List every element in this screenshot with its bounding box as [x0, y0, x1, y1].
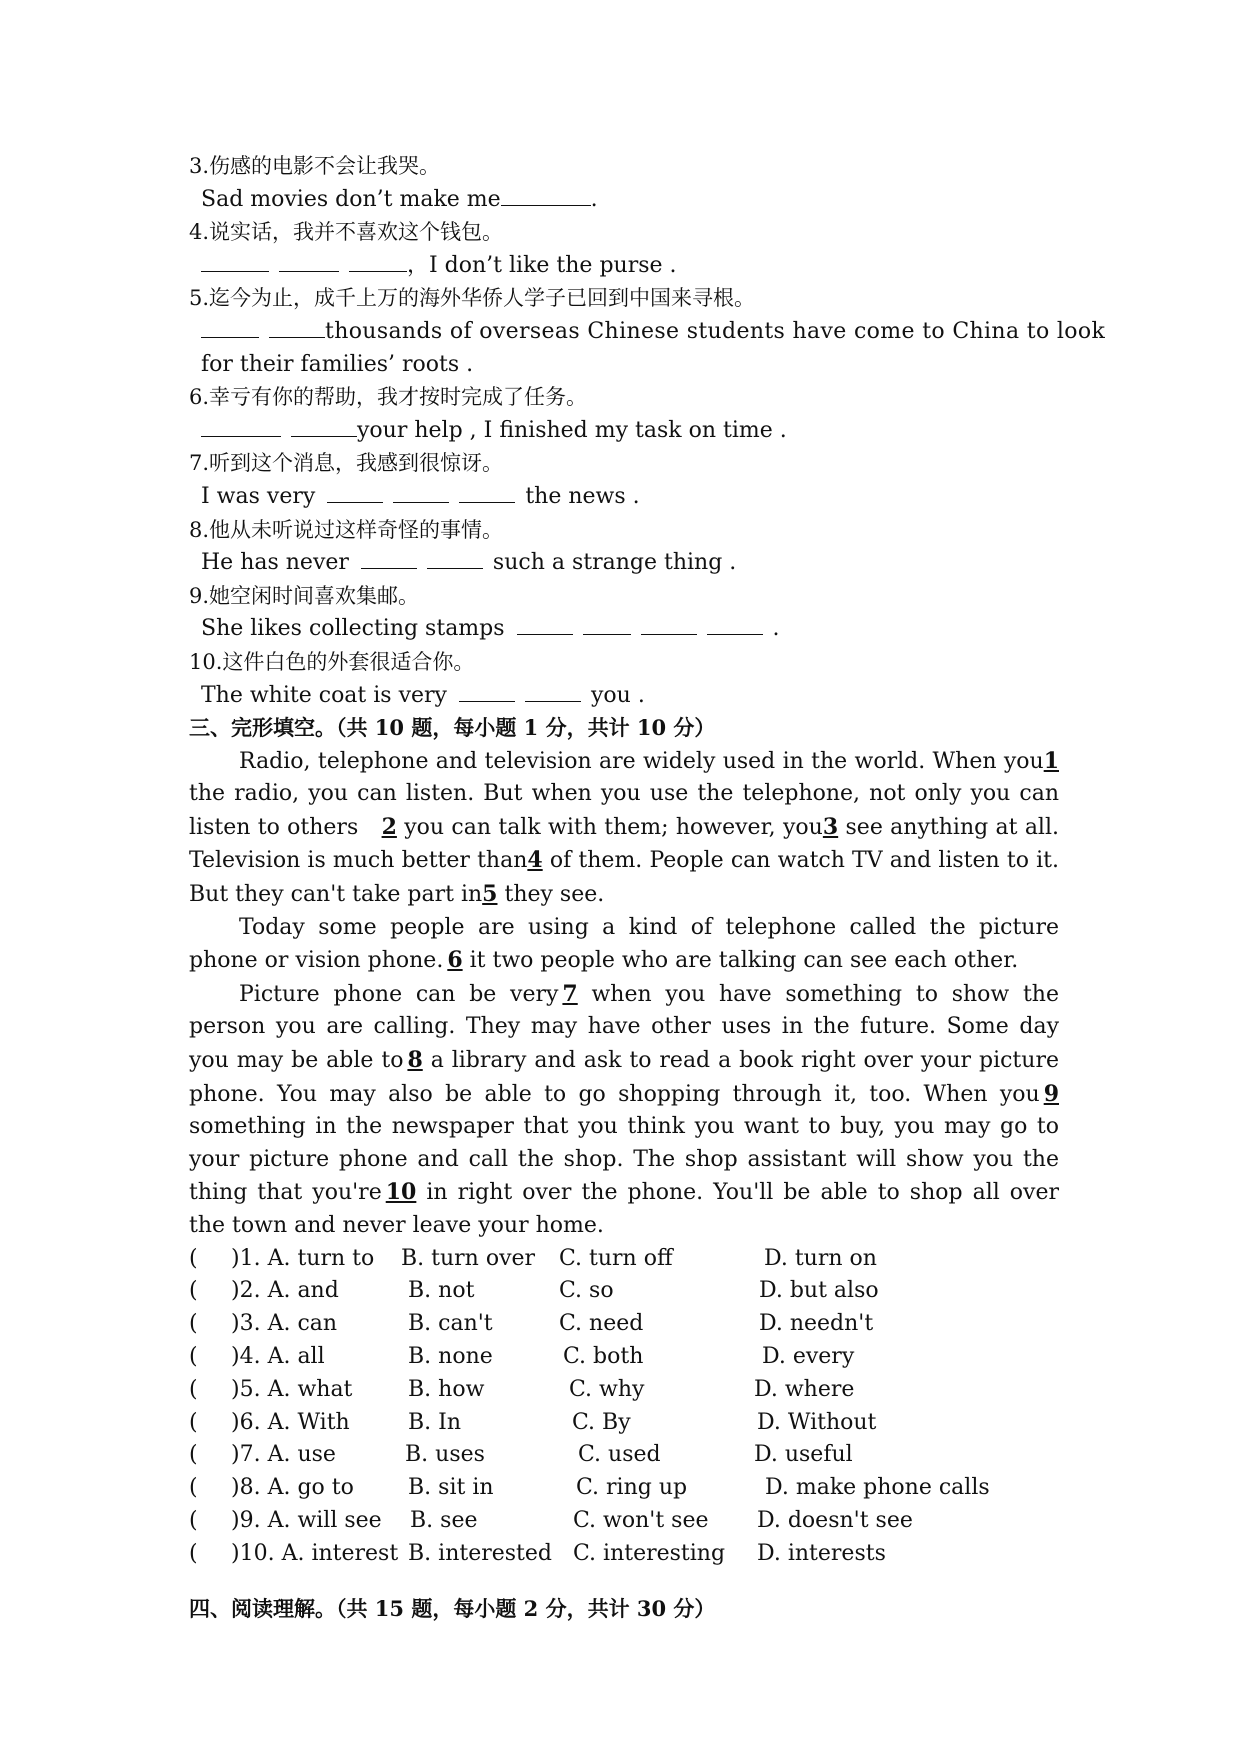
section-3-heading: 三、完形填空。（共 10 题，每小题 1 分，共计 10 分） — [189, 715, 716, 741]
answer-blank[interactable] — [707, 612, 763, 635]
translation-section — [189, 150, 1106, 712]
item-10-cn: 10.这件白色的外套很适合你。 — [189, 649, 475, 674]
answer-blank[interactable] — [201, 315, 259, 338]
spacer — [189, 1571, 1059, 1593]
item-4-en: ，I don’t like the purse . — [189, 249, 1059, 283]
item-7-cn: 7.听到这个消息，我感到很惊讶。 — [189, 451, 504, 476]
option-row-4: ( )4. A. all B. none C. both D. every — [189, 1343, 855, 1369]
answer-blank[interactable] — [459, 480, 515, 503]
option-row-5: ( )5. A. what B. how C. why D. where — [189, 1376, 855, 1402]
answer-blank[interactable] — [269, 315, 325, 338]
item-5-en: thousands of overseas Chinese students have come to China to look — [189, 315, 1059, 349]
item-5-en-cont: for their families’ roots . — [201, 351, 474, 377]
option-row-8: ( )8. A. go to B. sit in C. ring up D. make phone calls — [189, 1475, 990, 1501]
answer-blank[interactable] — [279, 249, 339, 272]
answer-blank[interactable] — [459, 679, 515, 702]
answer-blank[interactable] — [349, 249, 407, 272]
answer-blank[interactable] — [327, 480, 383, 503]
answer-blank[interactable] — [517, 612, 573, 635]
answer-blank[interactable] — [427, 546, 483, 569]
option-row-3: ( )3. A. can B. can't C. need D. needn't — [189, 1311, 874, 1337]
cloze-number: 6 — [447, 947, 463, 974]
item-5-cn: 5.迄今为止，成千上万的海外华侨人学子已回到中国来寻根。 — [189, 286, 756, 311]
item-9-cn: 9.她空闲时间喜欢集邮。 — [189, 583, 420, 608]
cloze-number: 9 — [1043, 1080, 1059, 1107]
option-row-6: ( )6. A. With B. In C. By D. Without — [189, 1409, 877, 1435]
item-8-cn: 8.他从未听说过这样奇怪的事情。 — [189, 517, 504, 542]
cloze-paragraph-3: Picture phone can be very 7 when you have something to show the person you are calling. They may have other uses in the future. Some day you may be able to 8 a library and ask to read a book right over your picture phone. You may also be able to go shopping through it, too. When you 9 something in the newspaper that you think you want to buy, you may go to your picture phone and call the shop. The shop assistant will show you the thing that you're 10 in right over the phone. You'll be able to shop all over the town and never leave your home. — [189, 980, 1059, 1238]
answer-blank[interactable] — [201, 414, 281, 437]
answer-blank[interactable] — [641, 612, 697, 635]
cloze-number: 7 — [562, 980, 578, 1007]
answer-blank[interactable] — [291, 414, 357, 437]
item-7-en: I was very the news . — [189, 480, 1059, 514]
cloze-options — [189, 1243, 1059, 1571]
item-8-en: He has never such a strange thing . — [189, 546, 1059, 580]
answer-blank[interactable] — [583, 612, 631, 635]
answer-blank[interactable] — [361, 546, 417, 569]
answer-blank[interactable] — [201, 249, 269, 272]
cloze-number: 1 — [1043, 747, 1059, 774]
item-4-cn: 4.说实话，我并不喜欢这个钱包。 — [189, 220, 504, 245]
item-10-en: The white coat is very you . — [189, 679, 1059, 713]
item-3-cn: 3.伤感的电影不会让我哭。 — [189, 154, 441, 178]
section-4-heading: 四、阅读理解。（共 15 题，每小题 2 分，共计 30 分） — [189, 1595, 716, 1621]
cloze-paragraph-2: Today some people are using a kind of telephone called the picture phone or vision phone. 6 it two people who are talking can see each other. — [189, 914, 1059, 974]
item-9-en: She likes collecting stamps . — [189, 612, 1059, 646]
answer-blank[interactable] — [393, 480, 449, 503]
cloze-number: 10 — [385, 1179, 417, 1206]
answer-blank[interactable] — [525, 679, 581, 702]
cloze-number: 5 — [482, 881, 498, 908]
option-row-10: ( )10. A. interest B. interested C. interesting D. interests — [189, 1540, 886, 1566]
option-row-9: ( )9. A. will see B. see C. won't see D. doesn't see — [189, 1507, 913, 1533]
cloze-paragraph-1: Radio, telephone and television are widely used in the world. When you1 the radio, you can listen. But when you use the telephone, not only you can listen to others 2 you can talk with them; however, you3 see anything at all. Television is much better than4 of them. People can watch TV and listen to it. But they can't take part in5 they see. — [189, 747, 1060, 908]
item-6-cn: 6.幸亏有你的帮助，我才按时完成了任务。 — [189, 385, 588, 410]
item-6-en: your help , I finished my task on time . — [189, 414, 1059, 448]
cloze-number: 3 — [822, 813, 839, 840]
exam-page — [189, 150, 1106, 1625]
cloze-number: 2 — [381, 813, 397, 840]
answer-blank[interactable] — [501, 183, 591, 206]
option-row-7: ( )7. A. use B. uses C. used D. useful — [189, 1442, 853, 1468]
cloze-number: 4 — [527, 847, 543, 874]
option-row-1: ( )1. A. turn to B. turn over C. turn off D. turn on — [189, 1245, 877, 1271]
cloze-number: 8 — [407, 1047, 423, 1074]
item-3-en: Sad movies don’t make me . — [189, 183, 1059, 217]
option-row-2: ( )2. A. and B. not C. so D. but also — [189, 1278, 879, 1304]
